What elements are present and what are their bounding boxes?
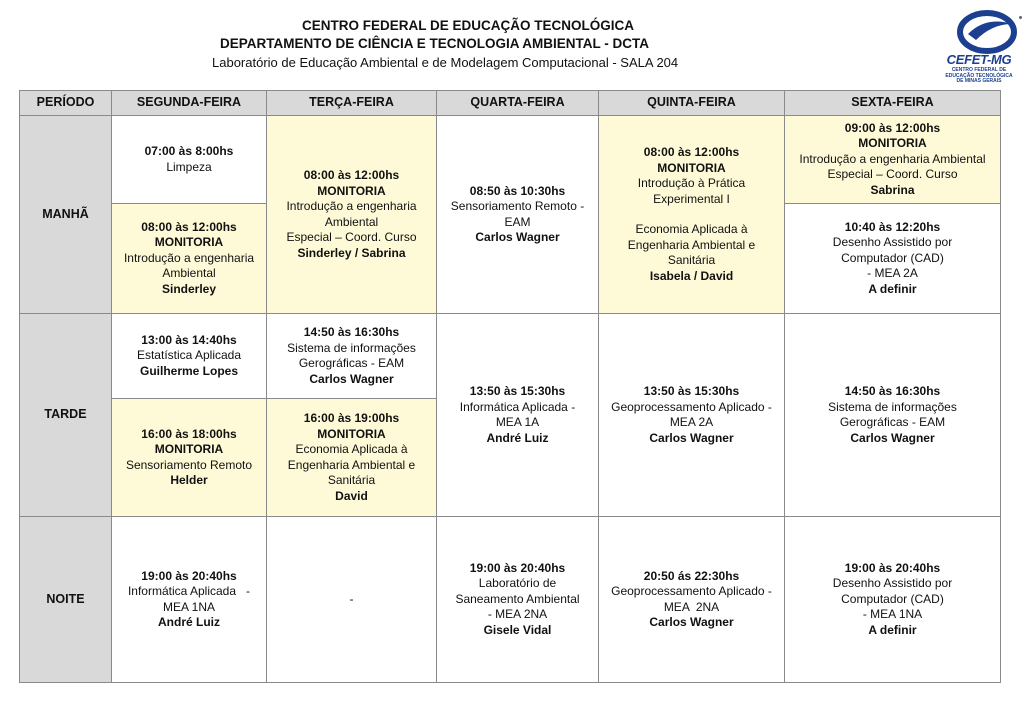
- logo-sub-line: CENTRO FEDERAL DE: [951, 67, 1007, 73]
- period-night: NOITE: [20, 517, 112, 683]
- slot-desc: Sistema de informações: [287, 340, 416, 355]
- slot-desc: Geoprocessamento Aplicado -: [611, 399, 772, 414]
- slot-time: 08:00 às 12:00hs: [141, 219, 237, 234]
- slot-time: 19:00 às 20:40hs: [141, 568, 237, 583]
- slot-desc: Ambiental: [324, 214, 379, 229]
- slot-wed-morning: [437, 116, 599, 314]
- column-header-thursday: QUINTA-FEIRA: [599, 91, 785, 116]
- slot-time: 16:00 às 19:00hs: [303, 411, 400, 425]
- table-row: [20, 116, 1001, 204]
- slot-tag: MONITORIA: [317, 426, 386, 441]
- table-row: [20, 314, 1001, 399]
- logo-sub-line: DE MINAS GERAIS: [956, 78, 1002, 84]
- slot-fri-afternoon: [785, 314, 1001, 517]
- slot-desc: Laboratório de: [478, 576, 557, 591]
- slot-desc: Especial – Coord. Curso: [827, 167, 958, 182]
- slot-teacher: André Luiz: [486, 430, 549, 445]
- slot-thu-morning: [599, 116, 785, 314]
- slot-desc: MEA 1NA: [162, 599, 216, 614]
- slot-mon-afternoon-2: [112, 399, 267, 517]
- slot-thu-afternoon: [599, 314, 785, 517]
- slot-desc: Limpeza: [166, 159, 212, 174]
- slot-desc: Introdução a engenharia: [286, 199, 417, 213]
- slot-spacer: [601, 207, 782, 222]
- slot-desc: Geoprocessamento Aplicado -: [611, 584, 772, 598]
- slot-mon-morning-2: [112, 204, 267, 314]
- slot-desc: Introdução a engenharia Ambiental: [799, 151, 986, 166]
- slot-teacher: Sinderley: [161, 281, 217, 296]
- slot-desc: Especial – Coord. Curso: [286, 230, 417, 244]
- slot-desc: Sensoriamento Remoto: [125, 457, 253, 472]
- slot-tue-night: [267, 517, 437, 683]
- slot-teacher: David: [335, 488, 368, 503]
- slot-desc: Sensoriamento Remoto -: [450, 199, 585, 213]
- slot-teacher: Carlos Wagner: [850, 430, 935, 445]
- slot-time: 19:00 às 20:40hs: [469, 560, 566, 575]
- slot-desc: Sanitária: [667, 253, 716, 267]
- slot-desc: Engenharia Ambiental e: [627, 237, 756, 252]
- schedule-table: [19, 90, 1001, 683]
- slot-time: 10:40 às 12:20hs: [844, 219, 941, 234]
- slot-desc: MEA 2NA: [663, 599, 720, 614]
- slot-teacher: Sinderley / Sabrina: [297, 245, 406, 260]
- slot-desc: - MEA 2A: [867, 266, 918, 281]
- slot-teacher: Helder: [170, 473, 208, 487]
- slot-time: 16:00 às 18:00hs: [141, 426, 237, 441]
- slot-tag: MONITORIA: [154, 442, 224, 456]
- lab-title: Laboratório de Educação Ambiental e de Modelagem Computacional - SALA 204: [212, 55, 679, 70]
- column-header-period: PERÍODO: [20, 91, 112, 116]
- slot-tag: MONITORIA: [858, 136, 927, 151]
- slot-desc: Introdução a engenharia: [123, 250, 255, 265]
- slot-tue-afternoon-2: [267, 399, 437, 517]
- slot-fri-morning-1: [785, 116, 1001, 204]
- slot-time: 20:50 ás 22:30hs: [643, 568, 740, 583]
- slot-time: 14:50 às 16:30hs: [844, 384, 941, 398]
- slot-teacher: Isabela / David: [649, 268, 734, 283]
- slot-tag: MONITORIA: [657, 160, 726, 175]
- slot-wed-afternoon: [437, 314, 599, 517]
- slot-desc: Gerográficas - EAM: [298, 356, 405, 370]
- column-header-monday: SEGUNDA-FEIRA: [112, 91, 267, 116]
- slot-desc: - MEA 1NA: [862, 607, 923, 622]
- department-title: DEPARTAMENTO DE CIÊNCIA E TECNOLOGIA AMBIENTAL - DCTA: [220, 36, 649, 51]
- slot-tag: MONITORIA: [154, 235, 224, 250]
- slot-desc: Introdução à Prática: [637, 176, 746, 190]
- logo-sub-line: EDUCAÇÃO TECNOLÓGICA: [945, 72, 1013, 79]
- slot-desc: Saneamento Ambiental: [455, 591, 580, 606]
- slot-desc: Gerográficas - EAM: [839, 415, 946, 429]
- slot-desc: Informática Aplicada -: [127, 584, 251, 598]
- slot-desc: Estatística Aplicada: [136, 348, 242, 363]
- slot-time: 14:50 às 16:30hs: [303, 325, 400, 339]
- slot-mon-morning-1: [112, 116, 267, 204]
- logo-subtitle: [938, 68, 1020, 85]
- logo-name: CEFET-MG: [946, 52, 1012, 67]
- slot-teacher: A definir: [868, 622, 917, 637]
- slot-teacher: Sabrina: [870, 182, 915, 197]
- slot-desc: EAM: [504, 214, 531, 229]
- slot-desc: -: [349, 591, 354, 606]
- slot-desc: Desenho Assistido por: [832, 576, 953, 591]
- slot-tag: MONITORIA: [317, 183, 386, 198]
- slot-teacher: Carlos Wagner: [649, 430, 734, 445]
- slot-desc: Ambiental: [162, 266, 216, 281]
- slot-desc: Computador (CAD): [841, 250, 944, 265]
- slot-desc: MEA 2A: [669, 415, 714, 429]
- column-header-tuesday: TERÇA-FEIRA: [267, 91, 437, 116]
- slot-wed-night: [437, 517, 599, 683]
- slot-fri-morning-2: [785, 204, 1001, 314]
- period-afternoon: TARDE: [20, 314, 112, 517]
- column-header-friday: SEXTA-FEIRA: [785, 91, 1001, 116]
- slot-teacher: Carlos Wagner: [309, 371, 394, 386]
- document-header: [0, 14, 1024, 84]
- slot-teacher: André Luiz: [158, 615, 220, 629]
- slot-thu-night: [599, 517, 785, 683]
- slot-tue-afternoon-1: [267, 314, 437, 399]
- slot-desc: Sanitária: [327, 473, 376, 487]
- slot-time: 08:50 às 10:30hs: [469, 183, 566, 198]
- slot-time: 13:50 às 15:30hs: [469, 384, 566, 398]
- slot-time: 13:50 às 15:30hs: [643, 384, 740, 398]
- institution-title: CENTRO FEDERAL DE EDUCAÇÃO TECNOLÓGICA: [302, 18, 635, 33]
- slot-desc: Sistema de informações: [828, 399, 957, 414]
- corner-dot: [1019, 16, 1022, 19]
- period-morning: MANHÃ: [20, 116, 112, 314]
- slot-desc: - MEA 2NA: [487, 607, 548, 622]
- slot-desc: Desenho Assistido por: [832, 235, 953, 250]
- slot-desc: Experimental I: [653, 191, 730, 206]
- column-header-wednesday: QUARTA-FEIRA: [437, 91, 599, 116]
- slot-time: 19:00 às 20:40hs: [844, 560, 941, 575]
- slot-teacher: Guilherme Lopes: [139, 363, 239, 378]
- slot-time: 09:00 às 12:00hs: [844, 120, 941, 135]
- slot-time: 08:00 às 12:00hs: [303, 168, 400, 182]
- slot-desc: MEA 1A: [495, 415, 540, 429]
- slot-desc: Computador (CAD): [841, 591, 944, 606]
- slot-teacher: Carlos Wagner: [649, 615, 734, 629]
- cefet-swoosh-icon: [938, 6, 1020, 56]
- slot-desc: Economia Aplicada à: [295, 442, 408, 456]
- slot-desc: Engenharia Ambiental e: [287, 457, 416, 472]
- slot-teacher: Gisele Vidal: [483, 622, 552, 637]
- slot-mon-night: [112, 517, 267, 683]
- slot-desc: Economia Aplicada à: [635, 222, 748, 236]
- slot-desc: Informática Aplicada -: [459, 399, 576, 414]
- slot-time: 13:00 às 14:40hs: [141, 332, 237, 347]
- slot-fri-night: [785, 517, 1001, 683]
- slot-teacher: A definir: [868, 281, 917, 296]
- slot-time: 08:00 às 12:00hs: [643, 145, 740, 159]
- slot-tue-morning: [267, 116, 437, 314]
- slot-mon-afternoon-1: [112, 314, 267, 399]
- table-header-row: [20, 91, 1001, 116]
- slot-teacher: Carlos Wagner: [475, 230, 560, 244]
- table-row: [20, 517, 1001, 683]
- cefet-logo: [938, 6, 1020, 84]
- slot-time: 07:00 às 8:00hs: [144, 144, 234, 158]
